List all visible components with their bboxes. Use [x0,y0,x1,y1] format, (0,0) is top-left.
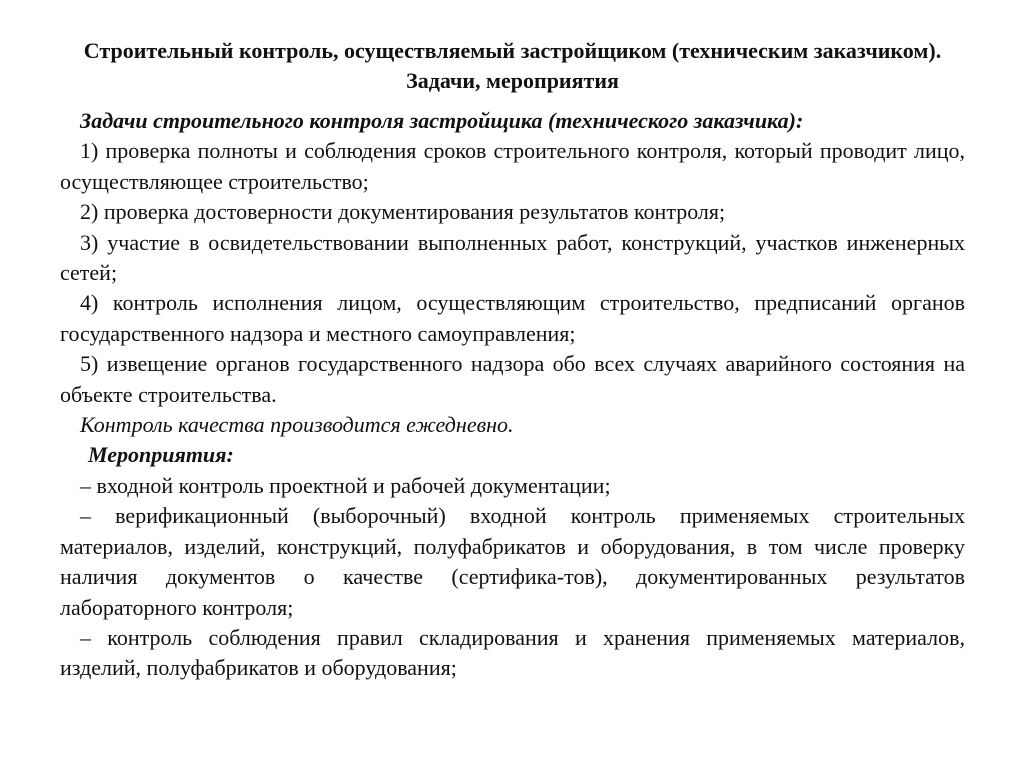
measure-item: – верификационный (выборочный) входной контроль применяемых строительных материалов, изделий, конструкций, полуфабрикатов и оборудования, в том числе проверку наличия документов о качестве (сертифика-тов), документированных результатов лабораторного контроля; [60,503,965,620]
task-item: 1) проверка полноты и соблюдения сроков строительного контроля, который проводит лицо, осуществляющее строительство; [60,138,965,194]
task-item: 2) проверка достоверности документирования результатов контроля; [80,199,726,225]
tasks-heading: Задачи строительного контроля застройщика (технического заказчика): [80,108,804,133]
task-item: 5) извещение органов государственного надзора обо всех случаях аварийного состояния на объекте строительства. [60,351,965,407]
measure-item: – входной контроль проектной и рабочей документации; [80,472,611,498]
task-item: 4) контроль исполнения лицом, осуществляющим строительство, предписаний органов государственного надзора и местного самоуправления; [60,290,965,346]
measures-heading: Мероприятия: [88,442,234,468]
task-item: 3) участие в освидетельствовании выполненных работ, конструкций, участков инженерных сетей; [60,229,965,286]
quality-note: Контроль качества производится ежедневно. [80,412,514,438]
slide-body [60,106,965,684]
slide-title: Строительный контроль, осуществляемый застройщиком (техническим заказчиком). Задачи, мероприятия [83,38,942,93]
measure-item: – контроль соблюдения правил складирования и хранения применяемых материалов, изделий, полуфабрикатов и оборудования; [60,624,965,681]
